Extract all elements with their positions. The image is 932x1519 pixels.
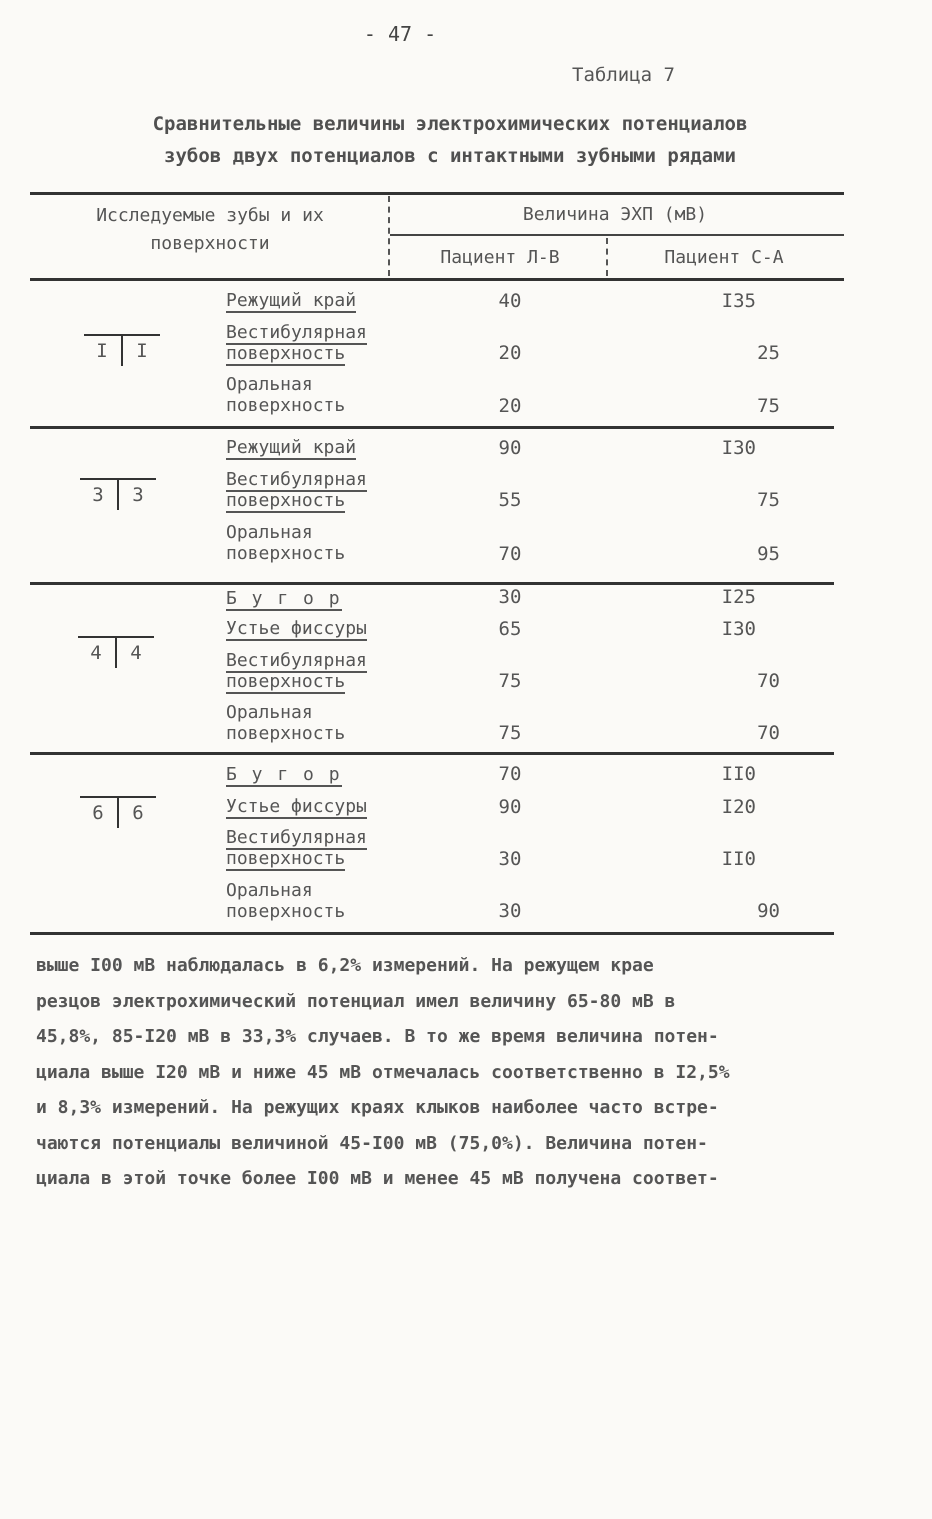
body-line: циала выше I20 мВ и ниже 45 мВ отмечалась соответственно в I2,5% [36, 1061, 730, 1083]
surface-cell: Режущий край [226, 437, 357, 458]
group-rule [30, 426, 834, 429]
caption-line-1: Сравнительные величины электрохимических потенциалов [152, 113, 748, 135]
surface-cell: Устье фиссуры [226, 796, 367, 817]
body-line: циала в этой точке более I00 мВ и менее 45 мВ получена соответ- [36, 1168, 719, 1189]
surface-cell: Оральная поверхность [226, 522, 346, 564]
body-paragraph [36, 948, 866, 1197]
caption-line-2: зубов двух потенциалов с интактными зубными рядами [164, 145, 736, 167]
surface-cell: Оральная поверхность [226, 702, 346, 744]
value-patient-2: I30 [721, 437, 756, 459]
value-patient-2: 70 [757, 670, 780, 692]
surface-cell: Оральная поверхность [226, 880, 346, 922]
page-number: - 47 - [363, 22, 437, 46]
value-patient-1: 70 [498, 543, 522, 565]
tooth-formula-1: I I [84, 334, 160, 368]
value-patient-2: I30 [721, 618, 756, 640]
table-bottom-rule [30, 932, 834, 935]
header-patient-1: Пациент Л-В [440, 247, 560, 268]
group-rule [30, 752, 834, 755]
body-line: 45,8%, 85-I20 мВ в 33,3% случаев. В то же время величина потен- [36, 1026, 719, 1047]
surface-cell: Режущий край [226, 290, 357, 311]
header-ecp-value: Величина ЭХП (мВ) [522, 204, 708, 225]
value-patient-2: 75 [757, 395, 780, 417]
value-patient-2: 95 [757, 543, 780, 565]
value-patient-1: 65 [498, 618, 522, 640]
value-patient-1: 55 [498, 489, 522, 511]
body-line: выше I00 мВ наблюдалась в 6,2% измерений. На режущем крае [36, 955, 654, 976]
value-patient-2: 70 [757, 722, 780, 744]
surface-cell: Б у г о р [226, 588, 342, 609]
header-patient-divider [606, 238, 608, 276]
value-patient-1: 30 [498, 848, 522, 870]
value-patient-1: 30 [498, 586, 522, 608]
value-patient-2: II0 [721, 848, 756, 870]
value-patient-1: 90 [498, 437, 522, 459]
header-vertical-divider [388, 196, 390, 276]
value-patient-2: II0 [721, 763, 756, 785]
value-patient-1: 20 [498, 342, 522, 364]
surface-cell: Устье фиссуры [226, 618, 367, 639]
table-top-rule [30, 192, 844, 195]
value-patient-2: I25 [721, 586, 756, 608]
value-patient-2: I20 [721, 796, 756, 818]
value-patient-1: 90 [498, 796, 522, 818]
body-line: и 8,3% измерений. На режущих краях клыков наиболее часто встре- [36, 1097, 719, 1118]
header-patient-2: Пациент С-А [664, 247, 784, 268]
value-patient-2: 90 [757, 900, 780, 922]
value-patient-2: 25 [757, 342, 780, 364]
header-sub-rule [390, 234, 844, 236]
group-rule [30, 582, 834, 585]
surface-cell: Вестибулярная поверхность [226, 827, 367, 869]
tooth-formula-3: 3 3 [80, 478, 156, 512]
body-line: чаются потенциалы величиной 45-I00 мВ (75,0%). Величина потен- [36, 1132, 708, 1154]
surface-cell: Вестибулярная поверхность [226, 322, 367, 364]
value-patient-1: 75 [498, 670, 522, 692]
surface-cell: Вестибулярная поверхность [226, 469, 367, 511]
table-label: Таблица 7 [572, 64, 675, 86]
tooth-formula-4: 4 4 [78, 636, 154, 670]
value-patient-1: 40 [498, 290, 522, 312]
value-patient-2: I35 [721, 290, 756, 312]
value-patient-1: 30 [498, 900, 522, 922]
value-patient-1: 70 [498, 763, 522, 785]
value-patient-2: 75 [757, 489, 780, 511]
header-teeth-surfaces: Исследуемые зубы и их поверхности [96, 205, 324, 254]
body-line: резцов электрохимический потенциал имел величину 65-80 мВ в [36, 990, 676, 1012]
value-patient-1: 75 [498, 722, 522, 744]
surface-cell: Вестибулярная поверхность [226, 650, 367, 692]
surface-cell: Оральная поверхность [226, 374, 346, 416]
header-bottom-rule [30, 278, 844, 281]
value-patient-1: 20 [498, 395, 522, 417]
tooth-formula-6: 6 6 [80, 796, 156, 830]
table-caption [60, 108, 840, 172]
surface-cell: Б у г о р [226, 764, 342, 785]
